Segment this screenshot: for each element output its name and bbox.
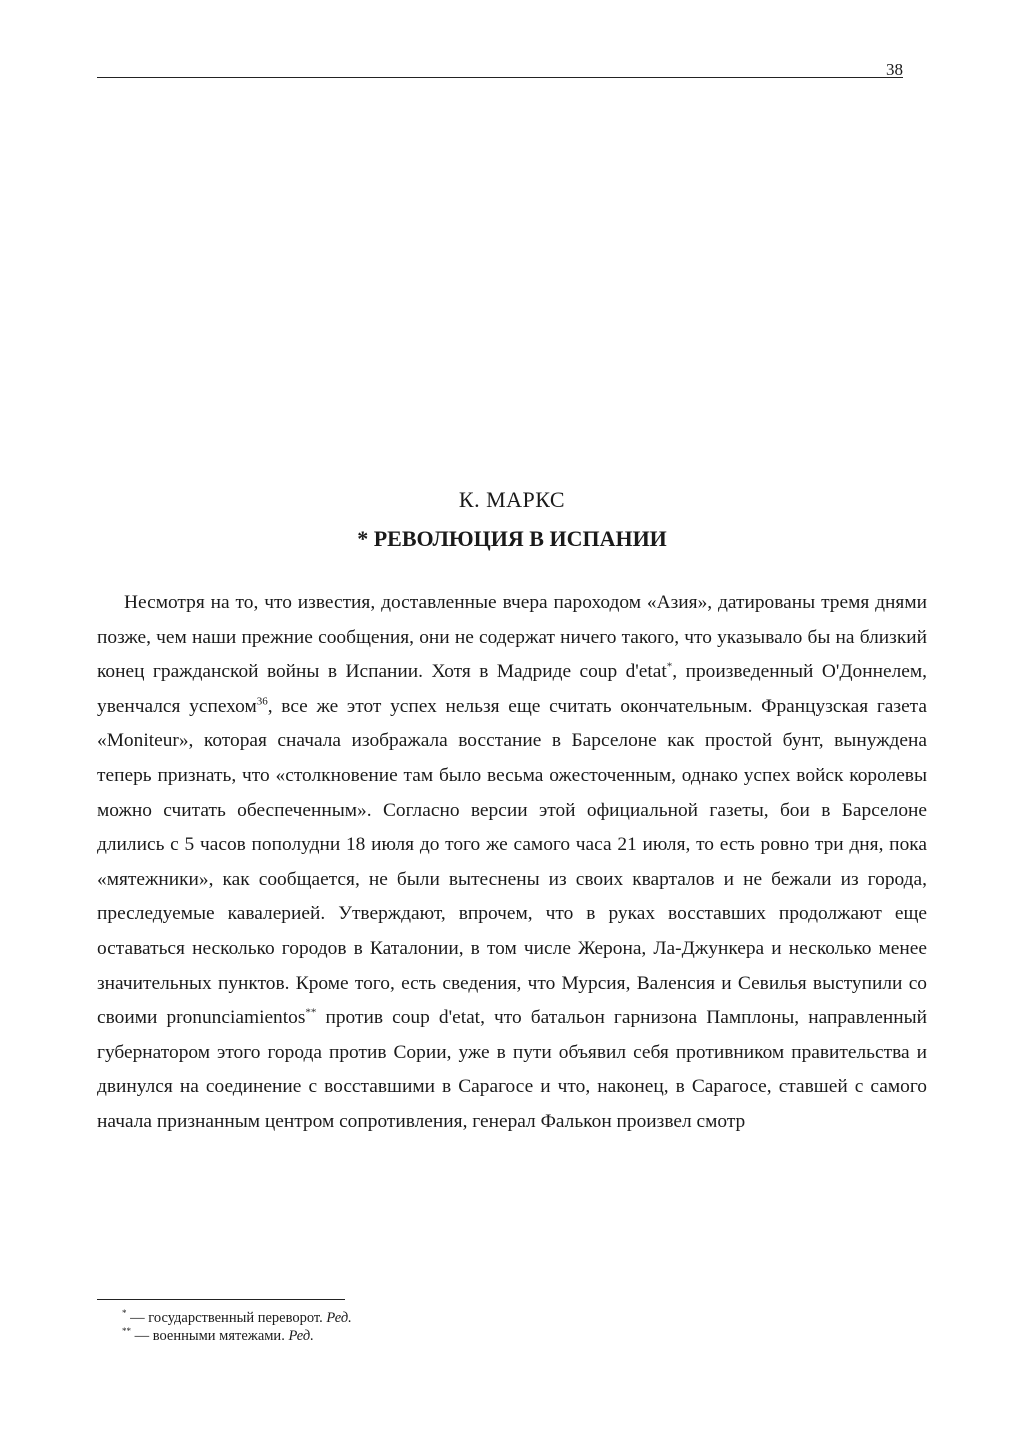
footnote-item — [122, 1309, 352, 1327]
article-body — [97, 586, 927, 1140]
author-name: К. МАРКС — [458, 487, 566, 512]
footnote-text: — военными мятежами. — [131, 1328, 289, 1344]
footnote-rule — [97, 1299, 345, 1300]
page-number: 38 — [886, 60, 903, 79]
body-text-segment: , произведенный О'Доннелем, увенчался успехом — [97, 661, 927, 717]
header-rule — [97, 77, 903, 78]
footnote-mark: ** — [122, 1326, 131, 1337]
footnote-mark: * — [122, 1308, 127, 1319]
footnote-marker: * — [666, 660, 673, 673]
article-title: * РЕВОЛЮЦИЯ В ИСПАНИИ — [357, 526, 667, 551]
body-paragraph — [97, 586, 927, 1140]
footnote-editor: Ред. — [288, 1328, 314, 1344]
footnotes — [122, 1309, 352, 1345]
body-text-segment: Несмотря на то, что известия, доставленные вчера пароходом «Азия», датированы тремя днями позже, чем наши прежние сообщения, они не содержат ничего такого, что указывало бы на близкий конец гражданской войны в Испании. Хотя в Мадриде coup d'etat — [97, 592, 927, 683]
footnote-marker: ** — [305, 1006, 317, 1019]
body-text-segment: , все же этот успех нельзя еще считать окончательным. Французская газета «Moniteur», которая сначала изображала восстание в Барселоне как простой бунт, вынуждена теперь признать, что «столкновение там было весьма ожесточенным, однако успех войск королевы можно считать обеспеченным». Согласно версии этой официальной газеты, бои в Барселоне длились с 5 часов пополудни 18 июля до того же самого часа 21 июля, то есть ровно три дня, пока «мятежники», как сообщается, не были вытеснены из своих кварталов и не бежали из города, преследуемые кавалерией. Утверждают, впрочем, что в руках восставших продолжают еще оставаться несколько городов в Каталонии, в том числе Жерона, Ла-Джункера и несколько менее значительных пунктов. Кроме того, есть сведения, что Мурсия, Валенсия и Севилья выступили со своими pronunciamientos — [97, 695, 927, 1029]
note-reference: 36 — [256, 695, 268, 708]
footnote-editor: Ред. — [326, 1310, 352, 1326]
body-text-segment: против coup d'etat, что батальон гарнизона Памплоны, направленный губернатором этого города против Сории, уже в пути объявил себя противником правительства и двинулся на соединение с восставшими в Сарагосе и что, наконец, в Сарагосе, ставшей с самого начала признанным центром сопротивления, генерал Фалькон произвел смотр — [97, 1007, 927, 1132]
footnote-item — [122, 1327, 352, 1345]
footnote-text: — государственный переворот. — [126, 1310, 327, 1326]
